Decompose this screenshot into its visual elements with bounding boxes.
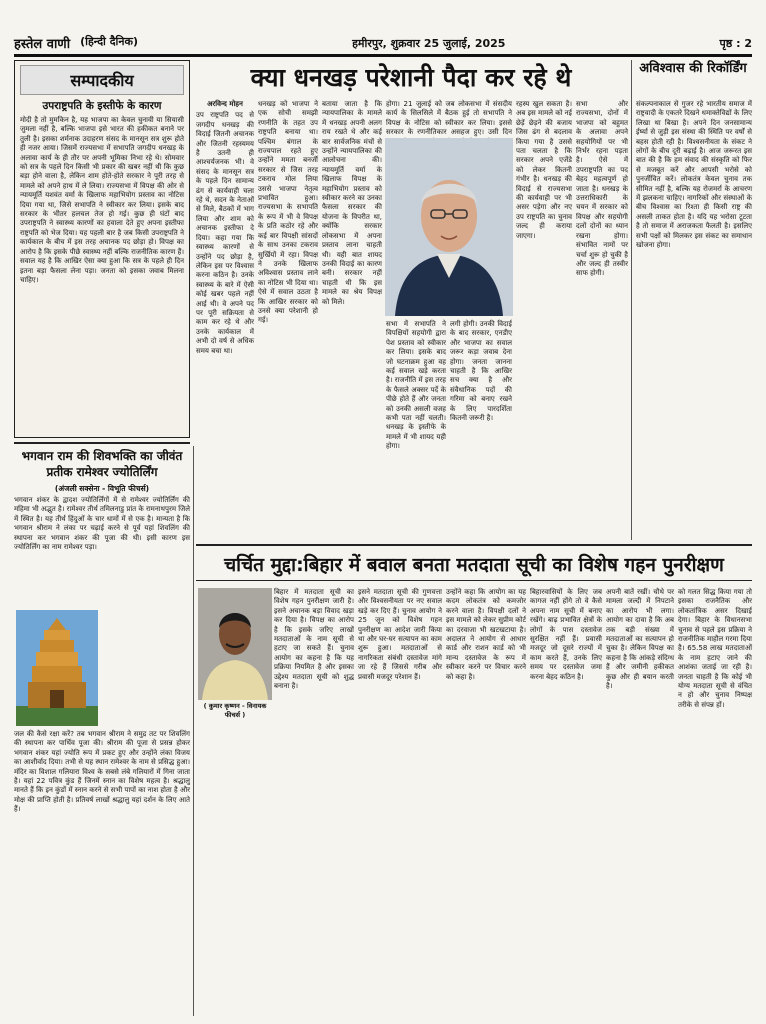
bihar-col-2: इसने मतदाता सूची की गुणवत्ता और विश्वसनीयता पर नए सवाल खड़े कर दिए हैं। चुनाव आयोग ने 25 जून को विशेष गहन पुनरीक्षण का आदेश जारी किया था और घर-घर सत्यापन का काम शुरू हुआ। मतदाताओं से नागरिकता संबंधी दस्तावेज मांगे जा रहे हैं जिससे गरीब और प्रवासी मजदूर परेशान हैं।	[358, 588, 442, 681]
rameshwar-byline: (अंजली सक्सेना - विभूति फीचर्स)	[54, 484, 150, 493]
bihar-col-1: बिहार में मतदाता सूची का विशेष गहन पुनरीक्षण जारी है। इसने अचानक बड़ा विवाद खड़ा कर दिया है। विपक्ष का आरोप है कि इसके जरिए लाखों मतदाताओं के नाम सूची से हटाए जा सकते हैं। चुनाव आयोग का कहना है कि यह प्रक्रिया नियमित है और इसका उद्देश्य मतदाता सूची को शुद्ध बनाना है।	[274, 588, 354, 691]
lead-col-6: सभा और राज्यसभा, दोनों में भाजपा को बहुमत के अलावा अपने सहयोगियों पर भी निर्भर रहना पड़ता है। ऐसे में उपराष्ट्रपति का पद बेहद महत्वपूर्ण हो जाता है। धनखड़ के उत्तराधिकारी के चयन में सरकार को विपक्ष और सहयोगी दलों दोनों का ध्यान रखना होगा। संभावित नामों पर चर्चा शुरू हो चुकी है और जल्द ही तस्वीर साफ होगी।	[576, 100, 628, 278]
rameshwar-body: भगवान शंकर के द्वादश ज्योतिर्लिंगों में से रामेश्वर ज्योतिर्लिंग की महिमा भी अद्भुत है। रामेश्वर तीर्थ तमिलनाडु प्रांत के रामनाथपुरम जिले में स्थित है। यह तीर्थ हिंदुओं के चार धामों में से एक है। मान्यता है कि भगवान श्रीराम ने लंका पर चढ़ाई करने से पूर्व यहां शिवलिंग की स्थापना कर भगवान शंकर की पूजा की थी। इसी कारण इस ज्योतिर्लिंग का नाम रामेश्वर पड़ा।	[14, 496, 190, 552]
lead-col-1-text: उप राष्ट्रपति पद से जगदीप धनखड़ की विदाई जितनी अचानक और जितनी रहस्यमय है उतनी ही आश्चर्यजनक भी। वे संसद के मानसून सत्र के पहले दिन सामान्य ढंग से कार्यवाही चला रहे थे, सदन के नेताओं से मिले, बैठकों में भाग लिया और शाम को अचानक इस्तीफा दे दिया। कहा गया कि स्वास्थ्य कारणों से उन्होंने पद छोड़ा है, लेकिन इस पर विश्वास करना कठिन है। उनके स्वास्थ्य के बारे में ऐसी कोई खबर पहले नहीं आई थी। वे अपने पद पर पूरी सक्रियता से काम कर रहे थे और उनके कार्यकाल में अभी दो वर्ष से अधिक समय बचा था।	[196, 111, 254, 355]
sidebar-headline: अविश्वास की रिकॉर्डिंग	[639, 61, 747, 76]
editorial-section-title: सम्पादकीय	[20, 65, 184, 95]
sidebar-body: संकल्पनाकाल से गुजर रहे भारतीय समाज में राष्ट्रवादी के एकतरे दिखने धमाक्तेविद्यों के लिए लिखा था बिखा है। अपने दिन जनसामान्य ईर्ष्या से जुड़ी इस संस्था की स्थिति पर वर्षों से बहस होती रही है। विश्वसनीयता के संकट ने लोगों के बीच दूरी बढ़ाई है। आज जरूरत इस बात की है कि हम संवाद की संस्कृति को फिर से मजबूत करें और आपसी भरोसे को पुनर्जीवित करें। लोकतंत्र केवल चुनाव तक सीमित नहीं है, बल्कि यह रोजमर्रा के आचरण में झलकना चाहिए। नागरिकों और संस्थाओं के बीच विश्वास का रिश्ता ही किसी राष्ट्र की असली ताकत होता है। यदि यह भरोसा टूटता है तो समाज में अराजकता फैलती है। इसलिए सभी पक्षों को मिलकर इस संकट का समाधान खोजना होगा।	[636, 100, 752, 250]
bihar-author-photo	[198, 588, 272, 700]
editorial-box	[14, 60, 190, 438]
place-date: हमीरपुर, शुक्रवार 25 जुलाई, 2025	[352, 36, 506, 50]
rameshwar-body-side	[100, 610, 190, 728]
lead-col-1	[196, 100, 254, 540]
rameshwar-body-2: जल की कैसे रक्षा करें? तब भगवान श्रीराम ने समुद्र तट पर शिवलिंग की स्थापना कर पार्थिव पूजा की। श्रीराम की पूजा से प्रसन्न होकर भगवान शंकर यहां ज्योति रूप में प्रकट हुए और उन्होंने लंका विजय का आशीर्वाद दिया। तभी से यह स्थान रामेश्वर के नाम से प्रसिद्ध हुआ। मंदिर का विशाल गलियारा विश्व के सबसे लंबे गलियारों में गिना जाता है। यहां 22 पवित्र कुंड हैं जिनमें स्नान का विशेष महत्व है। श्रद्धालु मानते हैं कि इन कुंडों में स्नान करने से सभी पापों का नाश होता है और मोक्ष की प्राप्ति होती है। प्रतिवर्ष लाखों श्रद्धालु यहां दर्शन के लिए आते हैं।	[14, 730, 190, 814]
left-column-divider	[193, 446, 194, 1016]
author-illustration	[198, 588, 272, 700]
lead-col-2: धनखड़ को भाजपा ने एक सोची समझी रणनीति के तहत उप राष्ट्रपति बनाया था। पश्चिम बंगाल के राज्यपाल रहते हुए उन्होंने ममता बनर्जी सरकार से जिस तरह टकराव मोल लिया उससे भाजपा नेतृत्व प्रभावित हुआ। राज्यसभा के सभापति के रूप में भी वे विपक्ष के प्रति कठोर रहे और कई बार विपक्षी सांसदों के साथ उनका टकराव सुर्खियों में रहा। विपक्ष ने उनके खिलाफ अविश्वास प्रस्ताव लाने का नोटिस भी दिया था। ऐसे में सवाल उठता है कि आखिर सरकार को उनसे क्या परेशानी हो गई।	[258, 100, 318, 325]
editorial-headline: उपराष्ट्रपति के इस्तीफे के कारण	[42, 100, 162, 112]
lead-author: अरविन्द मोहन	[207, 100, 243, 108]
rameshwar-byline-wrap	[14, 482, 190, 497]
editorial-bottom-rule	[14, 442, 190, 444]
bihar-col-3: उन्होंने कहा कि आयोग का यह कदम लोकतंत्र को कमजोर करने वाला है। विपक्षी दलों ने इस मामले को लेकर सुप्रीम कोर्ट का दरवाजा भी खटखटाया है। अदालत ने आयोग से आधार कार्ड और राशन कार्ड को भी मान्य दस्तावेज के रूप में स्वीकार करने पर विचार करने को कहा है।	[446, 588, 526, 681]
lead-col-4b: सभा में सभापति ने विपक्षियों सहयोगी द्वारा पेश प्रस्ताव को स्वीकार कर लिया। इसके बाद जो घटनाक्रम हुआ वह कई सवाल खड़े करता है। राजनीति में इस तरह के फैसले अक्सर पर्दे के पीछे होते हैं और जनता को उनकी असली वजह कभी पता नहीं चलती। धनखड़ के इस्तीफे के मामले में भी शायद यही होगा।	[386, 320, 446, 451]
bihar-col-4: बिहारवासियों के लिए जब कागज नहीं होंगे तो वे कैसे अपना नाम सूची में बनाए रखेंगे। बाढ़ प्रभावित क्षेत्रों के लोगों के पास दस्तावेज सुरक्षित नहीं हैं। प्रवासी मजदूर जो दूसरे राज्यों में काम करते हैं, उनके लिए समय पर दस्तावेज जमा करना बेहद कठिन है।	[530, 588, 602, 681]
lead-headline: क्या धनखड़ परेशानी पैदा कर रहे थे	[250, 63, 572, 92]
temple-illustration	[16, 610, 98, 726]
lead-col-5b: लगी होगी। उनकी विदाई के बाद सरकार, एनडीए और भाजपा का सवाल जरूर कड़ा जवाब देना होगा। जनता जानना चाहती है कि आखिर सच क्या है और संवैधानिक पदों की गरिमा को बनाए रखने के लिए पारदर्शिता कितनी जरूरी है।	[450, 320, 512, 423]
paper-name: हस्तेल वाणी	[14, 37, 71, 52]
bihar-col-6: को गलत सिद्ध किया गया तो इसका राजनैतिक और लोकतांत्रिक असर दिखाई देगा। बिहार के विधानसभा चुनाव से पहले इस प्रक्रिया ने राजनीतिक माहौल गरमा दिया है। 65.58 लाख मतदाताओं के नाम हटाए जाने की आशंका जताई जा रही है। जनता चाहती है कि कोई भी योग्य मतदाता सूची से वंचित न हो और चुनाव निष्पक्ष तरीके से संपन्न हों।	[678, 588, 752, 709]
bihar-photo-caption: ( कुमार कृष्णन - विनायक फीचर्स )	[203, 702, 267, 719]
sidebar-divider	[631, 60, 632, 540]
editorial-body: मोदी है तो मुमकिन है, यह भाजपा का केवल चुनावी या सियासी जुमला नहीं है, बल्कि भाजपा इसे भारत की हकीकत बनाने पर तुली है। इसका शर्मनाक उदाहरण संसद के मानसून सत्र शुरू होते ही नजर आया। जिसमें राज्यसभा में सभापति जगदीप धनखड़ के अलावा कार्य के ही तौर पर अपनी भूमिका निभा रहे थे। सोमवार को सत्र के पहले दिन किसी भी प्रकार की खबर नहीं थी कि कुछ बड़ा होने वाला है, लेकिन शाम होते-होते सरकार ने पूरी तरह से मामले को अपने हाथ में ले लिया। राज्यसभा में विपक्ष की ओर से न्यायमूर्ति यशवंत वर्मा के खिलाफ महाभियोग प्रस्ताव का नोटिस दिया गया था, जिसे सभापति ने स्वीकार कर लिया। इसके बाद सरकार के भीतर हलचल तेज हो गई। कुछ ही घंटों बाद उपराष्ट्रपति ने स्वास्थ्य कारणों का हवाला देते हुए अपना इस्तीफा राष्ट्रपति को भेज दिया। यह पहली बार है जब किसी उपराष्ट्रपति ने कार्यकाल के बीच में इस तरह अचानक पद छोड़ा हो। विपक्ष का आरोप है कि इसके पीछे स्वास्थ्य नहीं बल्कि राजनीतिक कारण हैं। सवाल यह है कि आखिर ऐसा क्या हुआ कि सत्र के पहले ही दिन इतना बड़ा फैसला लेना पड़ा। जनता को इसका जवाब मिलना चाहिए।	[20, 116, 184, 284]
temple-photo	[16, 610, 98, 726]
rameshwar-headline: भगवान राम की शिवभक्ति का जीवंत प्रतीक रामेश्वर ज्योतिर्लिंग	[21, 449, 183, 479]
lead-bottom-rule	[196, 544, 752, 546]
lead-col-3: बताया जाता है कि न्यायपालिका के मामले में धनखड़ अपनी अलग राय रखते थे और कई बार सार्वजनिक मंचों से उन्होंने न्यायपालिका की आलोचना की। न्यायमूर्ति वर्मा के खिलाफ विपक्ष के महाभियोग प्रस्ताव को स्वीकार करने का उनका फैसला सरकार की योजना के विपरीत था, क्योंकि सरकार लोकसभा में अपना प्रस्ताव लाना चाहती थी। यही बात शायद उनकी विदाई का कारण बनी। सरकार नहीं चाहती थी कि इस मामले का श्रेय विपक्ष को मिले।	[322, 100, 382, 306]
bihar-col-5: अपनी बातें रखीं। चौथे पर मामला जल्दी में निपटाने का आरोप भी लगा। आयोग का दावा है कि अब तक बड़ी संख्या में मतदाताओं का सत्यापन हो चुका है। लेकिन विपक्ष का कहना है कि आंकड़े संदिग्ध हैं और जमीनी हकीकत कुछ और ही बयान करती है।	[606, 588, 674, 691]
bihar-headline: चर्चित मुद्दा:बिहार में बवाल बनता मतदाता सूची का विशेष गहन पुनरीक्षण	[196, 549, 752, 581]
page-number: पृष्ठ : 2	[719, 36, 752, 50]
portrait-illustration	[385, 138, 513, 316]
paper-type: (हिन्दी दैनिक)	[80, 35, 138, 48]
lead-portrait-photo	[385, 138, 513, 316]
masthead-left	[14, 34, 138, 52]
masthead-rule	[14, 54, 752, 57]
lead-col-4: होगा। 21 जुलाई को जब लोकसभा में संसदीय कार्य के सिलसिले में बैठक हुई तो सभापति ने विपक्ष के नोटिस को स्वीकार कर लिया। इससे सरकार के रणनीतिकार असहज हुए। उसी दिन	[386, 100, 512, 137]
lead-col-5: रहस्य खुल सकता है। अब इस मामले को नई छेड़ें छेड़ने की बजाय जिस ढंग से बदलाव किया गया है उससे पता चलता है कि सरकार अपने एजेंडे को लेकर कितनी गंभीर है। धनखड़ की विदाई से राज्यसभा की कार्यवाही पर भी असर पड़ेगा और नए उप राष्ट्रपति का चुनाव जल्द ही कराया जाएगा।	[516, 100, 572, 240]
masthead	[14, 34, 752, 52]
